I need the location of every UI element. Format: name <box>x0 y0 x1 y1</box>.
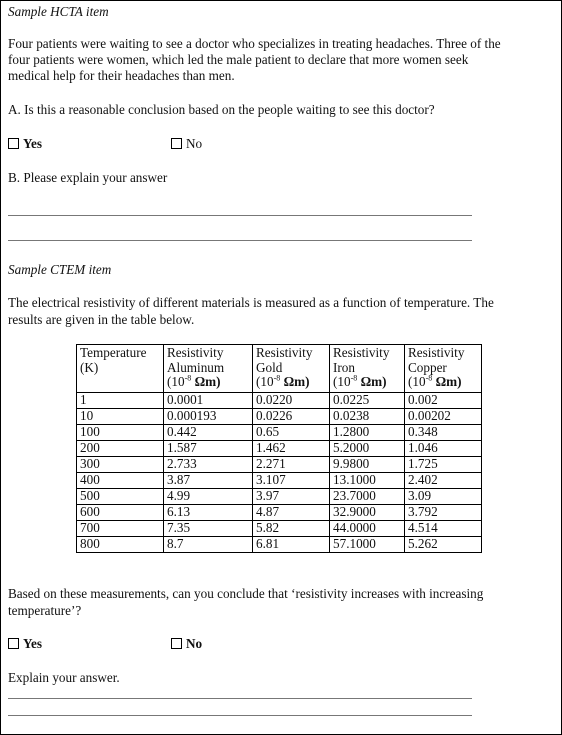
table-cell: 5.82 <box>253 520 330 536</box>
hcta-question-b: B. Please explain your answer <box>8 170 168 185</box>
table-cell: 0.0001 <box>164 392 253 408</box>
resistivity-table <box>76 344 482 553</box>
table-cell: 3.107 <box>253 472 330 488</box>
table-row <box>77 440 482 456</box>
table-cell: 10 <box>77 408 164 424</box>
table-row <box>77 456 482 472</box>
checkbox-icon[interactable] <box>8 138 19 149</box>
table-row <box>77 392 482 408</box>
table-cell: 0.0226 <box>253 408 330 424</box>
table-row <box>77 520 482 536</box>
hcta-no-label: No <box>186 136 203 151</box>
answer-line[interactable] <box>8 698 472 699</box>
header-text: Aluminum <box>167 359 225 375</box>
hcta-no-option[interactable] <box>171 136 202 152</box>
table-cell: 1.462 <box>253 440 330 456</box>
header-text: Iron <box>333 359 355 375</box>
table-cell: 0.348 <box>405 424 482 440</box>
table-cell: 1.725 <box>405 456 482 472</box>
table-cell: 4.514 <box>405 520 482 536</box>
table-cell: 32.9000 <box>330 504 405 520</box>
table-cell: 0.000193 <box>164 408 253 424</box>
table-cell: 23.7000 <box>330 488 405 504</box>
table-cell: 400 <box>77 472 164 488</box>
header-text: Temperature <box>80 345 147 360</box>
table-cell: 9.9800 <box>330 456 405 472</box>
ctem-explain-prompt: Explain your answer. <box>8 670 120 685</box>
table-cell: 6.13 <box>164 504 253 520</box>
table-cell: 2.733 <box>164 456 253 472</box>
table-row <box>77 408 482 424</box>
ctem-question-line-2: temperature’? <box>8 603 82 618</box>
table-row <box>77 504 482 520</box>
table-cell: 0.0220 <box>253 392 330 408</box>
table-header-row <box>77 345 482 393</box>
table-cell: 0.442 <box>164 424 253 440</box>
table-cell: 100 <box>77 424 164 440</box>
table-cell: 1.046 <box>405 440 482 456</box>
table-cell: 7.35 <box>164 520 253 536</box>
table-cell: 0.0238 <box>330 408 405 424</box>
ctem-heading: Sample CTEM item <box>8 262 112 277</box>
table-cell: 4.87 <box>253 504 330 520</box>
checkbox-icon[interactable] <box>171 138 182 149</box>
table-cell: 44.0000 <box>330 520 405 536</box>
table-row <box>77 472 482 488</box>
table-cell: 3.87 <box>164 472 253 488</box>
header-temperature <box>77 345 164 393</box>
ctem-paragraph-line-1: The electrical resistivity of different materials is measured as a function of temperature. The <box>8 295 494 310</box>
table-cell: 0.0225 <box>330 392 405 408</box>
header-unit: ($10^{-8}$ Ωm) <box>167 373 221 390</box>
table-cell: 0.002 <box>405 392 482 408</box>
table-cell: 13.1000 <box>330 472 405 488</box>
header-text: Resistivity <box>256 345 313 360</box>
hcta-yes-option[interactable] <box>8 136 42 152</box>
header-aluminum <box>164 345 253 393</box>
header-iron <box>330 345 405 393</box>
table-row <box>77 536 482 552</box>
table-cell: 8.7 <box>164 536 253 552</box>
header-text: Resistivity <box>167 345 224 360</box>
checkbox-icon[interactable] <box>8 638 19 649</box>
checkbox-icon[interactable] <box>171 638 182 649</box>
table-cell: 300 <box>77 456 164 472</box>
table-cell: 1.2800 <box>330 424 405 440</box>
header-text: Copper <box>408 359 447 375</box>
hcta-paragraph-line-2: four patients were women, which led the male patient to declare that more women seek <box>8 52 469 67</box>
table-cell: 200 <box>77 440 164 456</box>
header-unit: ($10^{-8}$ Ωm) <box>408 373 462 390</box>
header-text: Resistivity <box>408 345 465 360</box>
header-text: Gold <box>256 359 283 375</box>
ctem-yes-option[interactable] <box>8 636 42 652</box>
table-cell: 1.587 <box>164 440 253 456</box>
hcta-yes-label: Yes <box>23 136 43 151</box>
header-text: (K) <box>80 359 99 375</box>
table-cell: 800 <box>77 536 164 552</box>
hcta-question-a: A. Is this a reasonable conclusion based on the people waiting to see this doctor? <box>8 102 435 117</box>
ctem-yes-label: Yes <box>23 636 43 651</box>
header-copper <box>405 345 482 393</box>
table-cell: 5.262 <box>405 536 482 552</box>
table-cell: 3.792 <box>405 504 482 520</box>
table-row <box>77 488 482 504</box>
table-cell: 5.2000 <box>330 440 405 456</box>
table-cell: 0.65 <box>253 424 330 440</box>
table-cell: 0.00202 <box>405 408 482 424</box>
table-cell: 700 <box>77 520 164 536</box>
table-cell: 3.09 <box>405 488 482 504</box>
answer-line[interactable] <box>8 240 472 241</box>
ctem-question-line-1: Based on these measurements, can you conclude that ‘resistivity increases with increasing <box>8 586 484 601</box>
table-cell: 4.99 <box>164 488 253 504</box>
table-cell: 600 <box>77 504 164 520</box>
answer-line[interactable] <box>8 715 472 716</box>
answer-line[interactable] <box>8 215 472 216</box>
hcta-paragraph-line-3: medical help for their headaches than men. <box>8 68 235 83</box>
header-unit: ($10^{-8}$ Ωm) <box>256 373 310 390</box>
ctem-no-label: No <box>186 636 203 651</box>
table-cell: 500 <box>77 488 164 504</box>
ctem-no-option[interactable] <box>171 636 202 652</box>
table-cell: 1 <box>77 392 164 408</box>
table-cell: 57.1000 <box>330 536 405 552</box>
table-cell: 3.97 <box>253 488 330 504</box>
table-row <box>77 424 482 440</box>
ctem-paragraph-line-2: results are given in the table below. <box>8 312 195 327</box>
table-cell: 6.81 <box>253 536 330 552</box>
header-gold <box>253 345 330 393</box>
table-cell: 2.402 <box>405 472 482 488</box>
header-unit: ($10^{-8}$ Ωm) <box>333 373 387 390</box>
hcta-heading: Sample HCTA item <box>8 4 109 19</box>
hcta-paragraph-line-1: Four patients were waiting to see a doctor who specializes in treating headaches. Three of the <box>8 36 501 51</box>
header-text: Resistivity <box>333 345 390 360</box>
table-cell: 2.271 <box>253 456 330 472</box>
